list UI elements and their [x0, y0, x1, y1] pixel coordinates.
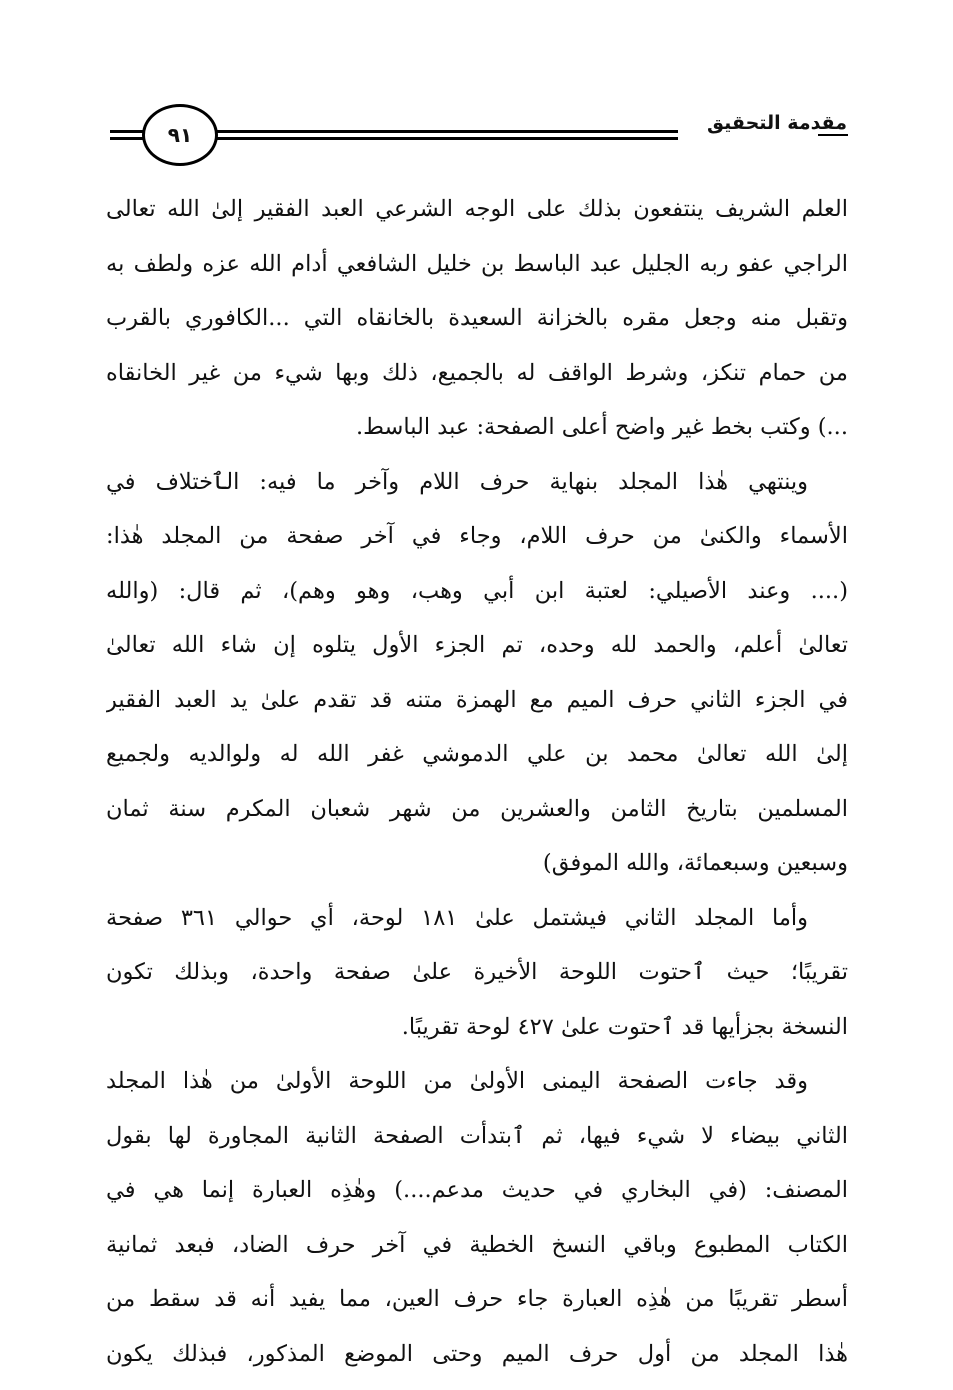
text-line: الراجي عفو ربه الجليل عبد الباسط بن خليل الشافعي أدام الله عزه ولطف به — [106, 250, 848, 277]
text-line: ...) وكتب بخط غير واضح أعلى الصفحة: عبد الباسط. — [356, 414, 848, 440]
text-line: وأما المجلد الثاني فيشتمل علىٰ ١٨١ لوحة، أي حوالي ٣٦١ صفحة — [106, 904, 808, 931]
header-rule-main — [208, 130, 678, 133]
text-line: العلم الشريف ينتفعون بذلك على الوجه الشرعي العبد الفقير إلىٰ الله تعالى — [106, 196, 848, 222]
text-line: النسخة بجزأيها قد ٱحتوت علىٰ ٤٢٧ لوحة تقريبًا. — [401, 1013, 848, 1040]
text-line: تقريبًا؛ حيث ٱحتوت اللوحة الأخيرة علىٰ صفحة واحدة، وبذلك تكون — [106, 959, 848, 985]
text-line: وتقبل منه وجعل مقره بالخزانة السعيدة بالخانقاه التي ...الكافوري بالقرب — [106, 305, 848, 331]
text-line: أسطر تقريبًا من هٰذِه العبارة جاء حرف العين، مما يفيد أنه قد سقط من — [106, 1286, 848, 1312]
paragraph-3 — [106, 891, 848, 1055]
text-line: وسبعين وسبعمائة، والله الموفق) — [542, 850, 848, 876]
text-line: تعالىٰ أعلم، والحمد لله وحده، تم الجزء الأول يتلوه إن شاء الله تعالىٰ — [106, 632, 848, 658]
page-header — [0, 0, 953, 190]
text-line: من حمام تنكز، وشرط الواقف له بالجميع، ذلك وبها شيء من غير الخانقاه — [106, 359, 848, 386]
text-line: وينتهي هٰذا المجلد بنهاية حرف اللام وآخر ما فيه: الٱختلاف في — [106, 468, 808, 495]
text-line: في الجزء الثاني حرف الميم مع الهمزة متنه قد تقدم علىٰ يد العبد الفقير — [106, 686, 848, 713]
header-rule-main-lower — [208, 137, 678, 140]
running-title: مقدمة التحقيق — [701, 112, 853, 134]
text-line: وقد جاءت الصفحة اليمنى الأولىٰ من اللوحة الأولىٰ من هٰذا المجلد — [106, 1068, 808, 1094]
text-line: هٰذا المجلد من أول حرف الميم وحتى الموضع المذكور، فبذلك يكون — [106, 1340, 848, 1367]
text-line: (.... وعند الأصيلي: لعتبة ابن أبي وهب، وهو وهم)، ثم قال: (والله — [106, 577, 848, 604]
paragraph-2 — [106, 455, 848, 891]
text-line: الكتاب المطبوع وباقي النسخ الخطية في آخر حرف الضاد، فبعد ثمانية — [106, 1231, 848, 1258]
text-line: الأسماء والكنىٰ من حرف اللام، وجاء في آخر صفحة من المجلد هٰذا: — [106, 523, 848, 549]
text-line: إلىٰ الله تعالىٰ محمد بن علي الدموشي غفر الله له ولوالديه ولجميع — [106, 741, 848, 767]
paragraph-1 — [106, 182, 848, 455]
paragraph-4 — [106, 1054, 848, 1381]
text-line: المسلمين بتاريخ الثامن والعشرين من شهر شعبان المكرم سنة ثمان — [106, 795, 848, 822]
page-number-badge — [142, 104, 218, 166]
text-line: المصنف: (في البخاري في حديث مدعم....) وهٰذِه العبارة إنما هي في — [106, 1177, 848, 1203]
body-text — [106, 182, 848, 1381]
text-line: الثاني بيضاء لا شيء فيها، ثم ٱبتدأت الصفحة الثانية المجاورة لها بقول — [106, 1122, 848, 1149]
page-number: ٩١ — [167, 123, 193, 147]
